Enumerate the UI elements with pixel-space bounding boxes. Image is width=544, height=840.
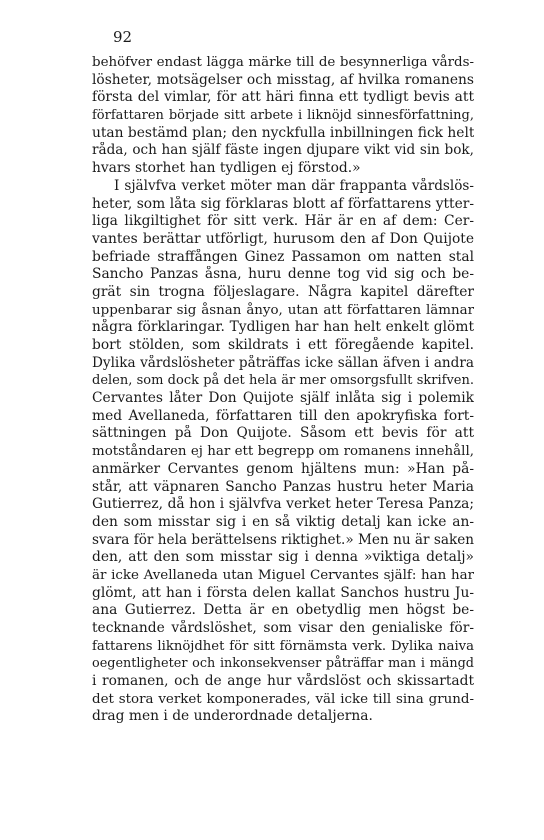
text-line: svara för hela berättelsens riktighet.» Men nu är saken	[92, 531, 474, 548]
text-line: motståndaren ej har ett begrepp om romanens innehåll,	[92, 444, 474, 460]
text-line: med Avellaneda, författaren till den apokryfiska fort-	[92, 407, 474, 424]
text-line: råda, och han själf fäste ingen djupare vikt vid sin bok,	[92, 142, 474, 159]
text-line: hvars storhet han tydligen ej förstod.»	[92, 160, 361, 177]
text-line: i romanen, och de ange hur vårdslöst och skissartadt	[92, 673, 474, 690]
page-number: 92	[113, 28, 133, 46]
text-line: anmärker Cervantes genom hjältens mun: »Han på-	[92, 460, 474, 477]
text-line: den som misstar sig i en så viktig detalj kan icke an-	[92, 513, 474, 530]
text-line: vantes berättar utförligt, hurusom den af Don Quijote	[92, 230, 474, 247]
text-line: första del vimlar, för att häri finna ett tydligt bevis att	[92, 89, 474, 106]
text-line: utan bestämd plan; den nyckfulla inbillningen fick helt	[92, 124, 474, 141]
text-line: det stora verket komponerades, väl icke till sina grund-	[92, 691, 474, 707]
text-line: delen, som dock på det hela är mer omsorgsfullt skrifven.	[92, 373, 474, 389]
body-text	[92, 54, 474, 726]
text-line: den, att den som misstar sig i denna »viktiga detalj»	[92, 549, 474, 566]
text-line: sättningen på Don Quijote. Såsom ett bevis för att	[92, 425, 474, 442]
text-line: bort stölden, som skildrats i ett föregående kapitel.	[92, 337, 474, 353]
text-line: behöfver endast lägga märke till de besynnerliga vårds-	[92, 55, 474, 70]
text-line: är icke Avellaneda utan Miguel Cervantes själf: han har	[92, 567, 474, 583]
text-line: Sancho Panzas åsna, huru denne tog vid sig och be-	[92, 266, 474, 283]
text-line: befriade straffången Ginez Passamon om natten stal	[92, 248, 474, 265]
text-line: fattarens liknöjdhet för sitt förnämsta verk. Dylika naiva	[92, 638, 474, 654]
text-line: oegentligheter och inkonsekvenser påträffar man i mängd	[92, 656, 474, 672]
text-line: författaren började sitt arbete i liknöjd sinnesförfattning,	[92, 108, 474, 124]
text-line: grät sin trogna följeslagare. Några kapitel därefter	[92, 283, 474, 300]
text-line: ana Gutierrez. Detta är en obetydlig men högst be-	[92, 602, 474, 619]
text-line: liga likgiltighet för sitt verk. Här är en af dem: Cer-	[92, 213, 474, 230]
text-line: några förklaringar. Tydligen har han helt enkelt glömt	[92, 319, 474, 336]
text-line: heter, som låta sig förklaras blott af författarens ytter-	[92, 195, 474, 212]
text-line: tecknande vårdslöshet, som visar den genialiske för-	[92, 620, 474, 636]
text-line: I självfva verket möter man där frappanta vårdslös-	[114, 177, 474, 194]
text-line: Dylika vårdslösheter påträffas icke sällan äfven i andra	[92, 354, 474, 371]
text-line: lösheter, motsägelser och misstag, af hvilka romanens	[92, 71, 474, 88]
text-line: Cervantes låter Don Quijote själf inlåta sig i polemik	[92, 390, 474, 407]
text-line: drag men i de underordnade detaljerna.	[92, 708, 373, 725]
text-line: Gutierrez, då hon i självfva verket heter Teresa Panza;	[92, 496, 474, 513]
text-line: glömt, att han i första delen kallat Sanchos hustru Ju-	[92, 584, 474, 601]
text-line: uppenbarar sig åsnan ånyo, utan att författaren lämnar	[92, 302, 474, 318]
text-line: står, att väpnaren Sancho Panzas hustru heter Maria	[92, 478, 474, 495]
